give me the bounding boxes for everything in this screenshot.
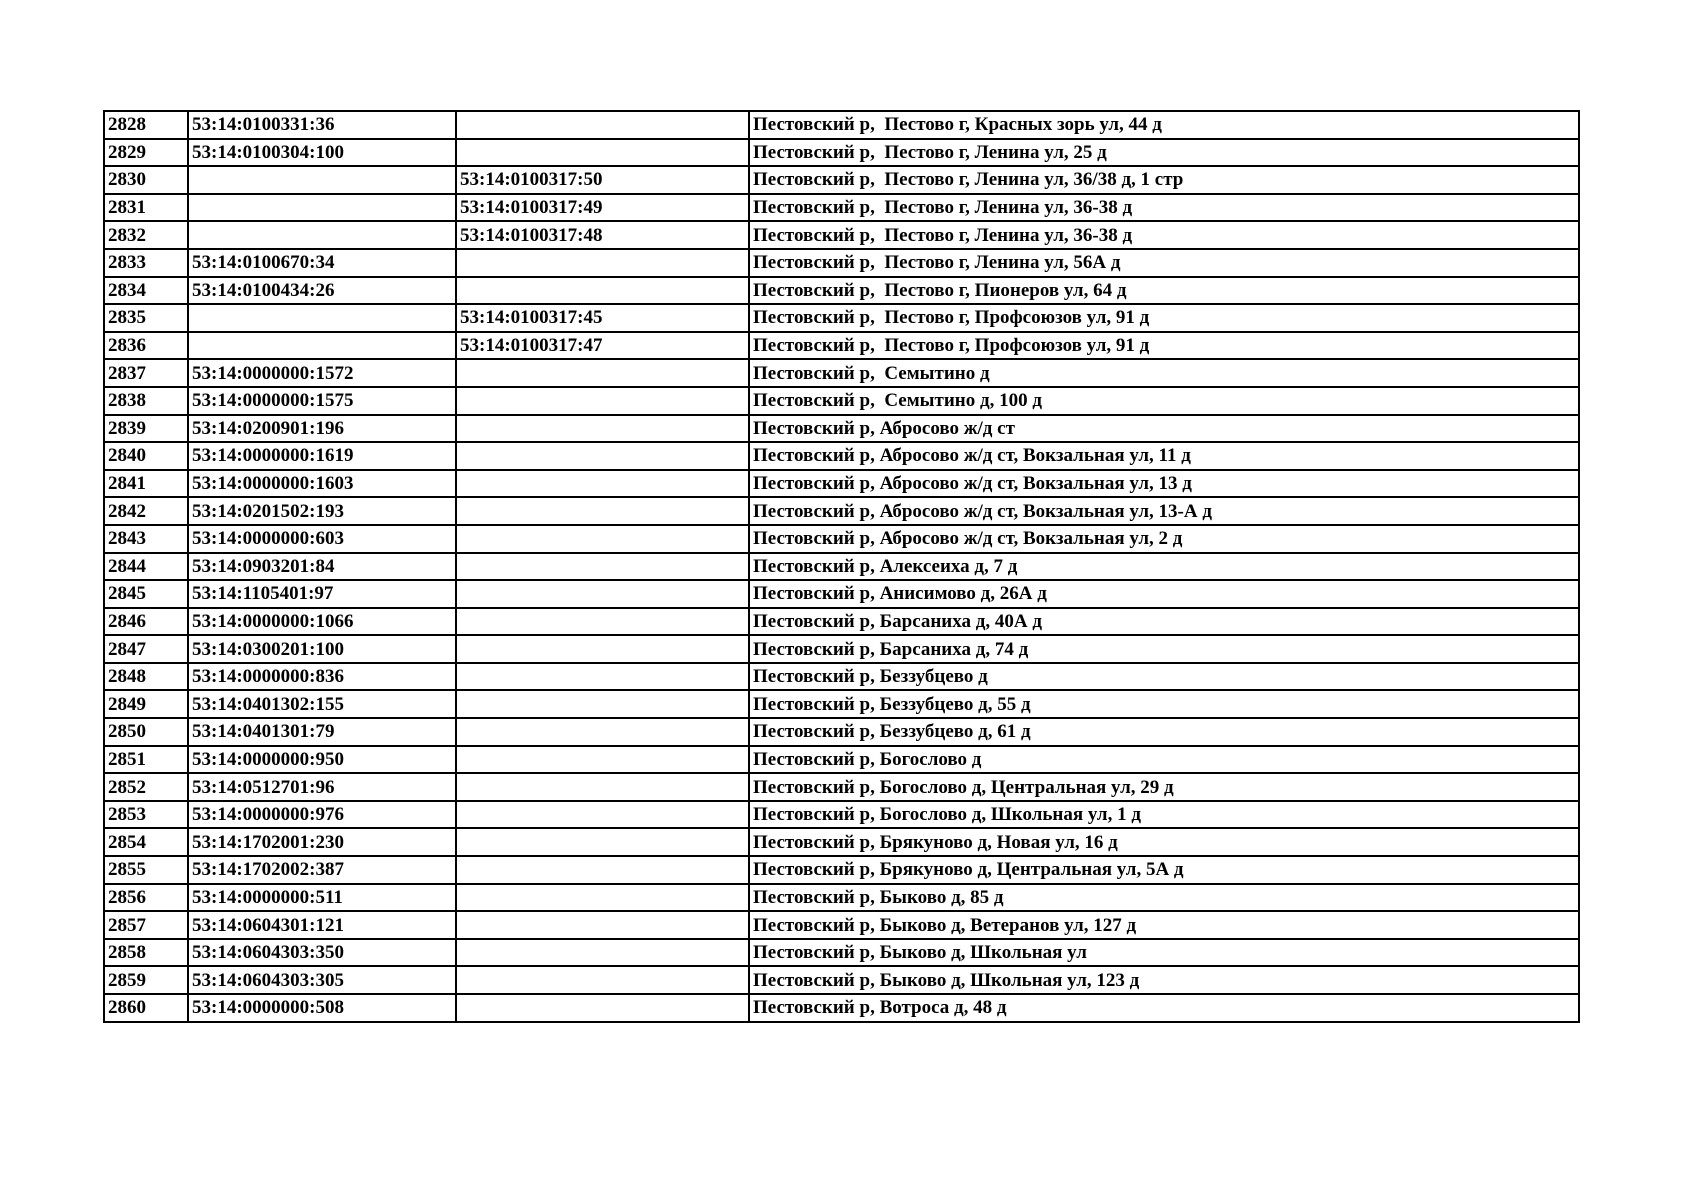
address-cell: Пестовский р, Пестово г, Пионеров ул, 64 д	[749, 277, 1579, 305]
address-cell: Пестовский р, Пестово г, Ленина ул, 36/38 д, 1 стр	[749, 166, 1579, 194]
cadastral-number-cell: 53:14:0512701:96	[188, 773, 456, 801]
cadastral-number-cell: 53:14:0000000:976	[188, 801, 456, 829]
building-cadastral-number-cell	[456, 994, 749, 1022]
table-row	[104, 277, 1579, 305]
building-cadastral-number-cell	[456, 773, 749, 801]
table-row	[104, 746, 1579, 774]
cadastral-number-cell: 53:14:0000000:603	[188, 525, 456, 553]
row-number-cell: 2851	[104, 746, 188, 774]
cadastral-number-cell: 53:14:0401302:155	[188, 690, 456, 718]
table-row	[104, 442, 1579, 470]
row-number-cell: 2844	[104, 553, 188, 581]
cadastral-number-cell: 53:14:0201502:193	[188, 497, 456, 525]
table-row	[104, 635, 1579, 663]
table-row	[104, 221, 1579, 249]
building-cadastral-number-cell	[456, 939, 749, 967]
building-cadastral-number-cell	[456, 553, 749, 581]
building-cadastral-number-cell	[456, 608, 749, 636]
address-cell: Пестовский р, Богослово д, Школьная ул, 1 д	[749, 801, 1579, 829]
table-row	[104, 884, 1579, 912]
table-row	[104, 194, 1579, 222]
row-number-cell: 2855	[104, 856, 188, 884]
row-number-cell: 2842	[104, 497, 188, 525]
table-row	[104, 166, 1579, 194]
cadastral-number-cell: 53:14:0000000:950	[188, 746, 456, 774]
building-cadastral-number-cell	[456, 470, 749, 498]
row-number-cell: 2850	[104, 718, 188, 746]
row-number-cell: 2858	[104, 939, 188, 967]
row-number-cell: 2832	[104, 221, 188, 249]
building-cadastral-number-cell	[456, 635, 749, 663]
cadastral-number-cell: 53:14:0401301:79	[188, 718, 456, 746]
building-cadastral-number-cell	[456, 249, 749, 277]
row-number-cell: 2835	[104, 304, 188, 332]
table-row	[104, 387, 1579, 415]
address-cell: Пестовский р, Брякуново д, Центральная ул, 5А д	[749, 856, 1579, 884]
building-cadastral-number-cell: 53:14:0100317:50	[456, 166, 749, 194]
row-number-cell: 2856	[104, 884, 188, 912]
registry-table	[103, 110, 1580, 1023]
address-cell: Пестовский р, Алексеиха д, 7 д	[749, 553, 1579, 581]
address-cell: Пестовский р, Быково д, Ветеранов ул, 127 д	[749, 911, 1579, 939]
cadastral-number-cell	[188, 332, 456, 360]
table-row	[104, 304, 1579, 332]
row-number-cell: 2837	[104, 359, 188, 387]
row-number-cell: 2841	[104, 470, 188, 498]
row-number-cell: 2857	[104, 911, 188, 939]
table-row	[104, 608, 1579, 636]
row-number-cell: 2833	[104, 249, 188, 277]
address-cell: Пестовский р, Анисимово д, 26А д	[749, 580, 1579, 608]
building-cadastral-number-cell	[456, 801, 749, 829]
cadastral-number-cell: 53:14:0604303:305	[188, 966, 456, 994]
building-cadastral-number-cell	[456, 111, 749, 139]
address-cell: Пестовский р, Брякуново д, Новая ул, 16 д	[749, 828, 1579, 856]
table-row	[104, 415, 1579, 443]
table-row	[104, 994, 1579, 1022]
row-number-cell: 2840	[104, 442, 188, 470]
building-cadastral-number-cell: 53:14:0100317:47	[456, 332, 749, 360]
row-number-cell: 2845	[104, 580, 188, 608]
table-row	[104, 718, 1579, 746]
row-number-cell: 2854	[104, 828, 188, 856]
address-cell: Пестовский р, Абросово ж/д ст, Вокзальная ул, 13 д	[749, 470, 1579, 498]
building-cadastral-number-cell	[456, 277, 749, 305]
cadastral-number-cell: 53:14:1105401:97	[188, 580, 456, 608]
table-row	[104, 911, 1579, 939]
row-number-cell: 2843	[104, 525, 188, 553]
building-cadastral-number-cell	[456, 690, 749, 718]
table-row	[104, 690, 1579, 718]
address-cell: Пестовский р, Абросово ж/д ст, Вокзальная ул, 2 д	[749, 525, 1579, 553]
row-number-cell: 2838	[104, 387, 188, 415]
table-row	[104, 553, 1579, 581]
address-cell: Пестовский р, Абросово ж/д ст, Вокзальная ул, 13-А д	[749, 497, 1579, 525]
building-cadastral-number-cell	[456, 139, 749, 167]
table-row	[104, 249, 1579, 277]
address-cell: Пестовский р, Пестово г, Профсоюзов ул, 91 д	[749, 304, 1579, 332]
address-cell: Пестовский р, Пестово г, Профсоюзов ул, 91 д	[749, 332, 1579, 360]
cadastral-number-cell	[188, 221, 456, 249]
table-row	[104, 828, 1579, 856]
table-row	[104, 580, 1579, 608]
address-cell: Пестовский р, Семытино д	[749, 359, 1579, 387]
row-number-cell: 2846	[104, 608, 188, 636]
table-row	[104, 359, 1579, 387]
table-row	[104, 139, 1579, 167]
address-cell: Пестовский р, Барсаниха д, 74 д	[749, 635, 1579, 663]
cadastral-number-cell: 53:14:0300201:100	[188, 635, 456, 663]
cadastral-number-cell: 53:14:0100434:26	[188, 277, 456, 305]
row-number-cell: 2852	[104, 773, 188, 801]
building-cadastral-number-cell	[456, 525, 749, 553]
building-cadastral-number-cell	[456, 856, 749, 884]
table-row	[104, 663, 1579, 691]
cadastral-number-cell: 53:14:0000000:1619	[188, 442, 456, 470]
address-cell: Пестовский р, Богослово д, Центральная ул, 29 д	[749, 773, 1579, 801]
building-cadastral-number-cell	[456, 497, 749, 525]
cadastral-number-cell: 53:14:0000000:1572	[188, 359, 456, 387]
row-number-cell: 2834	[104, 277, 188, 305]
cadastral-number-cell: 53:14:1702001:230	[188, 828, 456, 856]
building-cadastral-number-cell: 53:14:0100317:48	[456, 221, 749, 249]
building-cadastral-number-cell	[456, 415, 749, 443]
cadastral-number-cell: 53:14:0100670:34	[188, 249, 456, 277]
address-cell: Пестовский р, Пестово г, Ленина ул, 36-38 д	[749, 221, 1579, 249]
address-cell: Пестовский р, Быково д, 85 д	[749, 884, 1579, 912]
building-cadastral-number-cell	[456, 663, 749, 691]
row-number-cell: 2829	[104, 139, 188, 167]
building-cadastral-number-cell	[456, 442, 749, 470]
row-number-cell: 2859	[104, 966, 188, 994]
cadastral-number-cell: 53:14:0200901:196	[188, 415, 456, 443]
cadastral-number-cell: 53:14:0000000:1066	[188, 608, 456, 636]
address-cell: Пестовский р, Быково д, Школьная ул, 123 д	[749, 966, 1579, 994]
cadastral-number-cell: 53:14:0604303:350	[188, 939, 456, 967]
row-number-cell: 2848	[104, 663, 188, 691]
address-cell: Пестовский р, Быково д, Школьная ул	[749, 939, 1579, 967]
building-cadastral-number-cell: 53:14:0100317:45	[456, 304, 749, 332]
table-row	[104, 332, 1579, 360]
document-page	[103, 110, 1578, 1023]
table-row	[104, 497, 1579, 525]
registry-table-body	[104, 111, 1579, 1022]
cadastral-number-cell: 53:14:0000000:508	[188, 994, 456, 1022]
cadastral-number-cell: 53:14:0100331:36	[188, 111, 456, 139]
cadastral-number-cell: 53:14:0000000:511	[188, 884, 456, 912]
address-cell: Пестовский р, Пестово г, Ленина ул, 36-38 д	[749, 194, 1579, 222]
cadastral-number-cell: 53:14:1702002:387	[188, 856, 456, 884]
table-row	[104, 111, 1579, 139]
address-cell: Пестовский р, Пестово г, Красных зорь ул, 44 д	[749, 111, 1579, 139]
address-cell: Пестовский р, Барсаниха д, 40А д	[749, 608, 1579, 636]
address-cell: Пестовский р, Беззубцево д, 61 д	[749, 718, 1579, 746]
row-number-cell: 2849	[104, 690, 188, 718]
building-cadastral-number-cell	[456, 911, 749, 939]
building-cadastral-number-cell: 53:14:0100317:49	[456, 194, 749, 222]
table-row	[104, 939, 1579, 967]
building-cadastral-number-cell	[456, 580, 749, 608]
cadastral-number-cell: 53:14:0000000:836	[188, 663, 456, 691]
table-row	[104, 801, 1579, 829]
address-cell: Пестовский р, Абросово ж/д ст	[749, 415, 1579, 443]
cadastral-number-cell	[188, 194, 456, 222]
building-cadastral-number-cell	[456, 746, 749, 774]
row-number-cell: 2847	[104, 635, 188, 663]
cadastral-number-cell: 53:14:0000000:1603	[188, 470, 456, 498]
address-cell: Пестовский р, Пестово г, Ленина ул, 25 д	[749, 139, 1579, 167]
row-number-cell: 2853	[104, 801, 188, 829]
building-cadastral-number-cell	[456, 387, 749, 415]
cadastral-number-cell	[188, 304, 456, 332]
row-number-cell: 2830	[104, 166, 188, 194]
row-number-cell: 2828	[104, 111, 188, 139]
table-row	[104, 966, 1579, 994]
address-cell: Пестовский р, Беззубцево д	[749, 663, 1579, 691]
address-cell: Пестовский р, Пестово г, Ленина ул, 56А д	[749, 249, 1579, 277]
cadastral-number-cell: 53:14:0000000:1575	[188, 387, 456, 415]
row-number-cell: 2860	[104, 994, 188, 1022]
address-cell: Пестовский р, Семытино д, 100 д	[749, 387, 1579, 415]
address-cell: Пестовский р, Вотроса д, 48 д	[749, 994, 1579, 1022]
table-row	[104, 856, 1579, 884]
building-cadastral-number-cell	[456, 718, 749, 746]
address-cell: Пестовский р, Богослово д	[749, 746, 1579, 774]
building-cadastral-number-cell	[456, 828, 749, 856]
table-row	[104, 525, 1579, 553]
table-row	[104, 773, 1579, 801]
row-number-cell: 2831	[104, 194, 188, 222]
address-cell: Пестовский р, Беззубцево д, 55 д	[749, 690, 1579, 718]
row-number-cell: 2839	[104, 415, 188, 443]
building-cadastral-number-cell	[456, 884, 749, 912]
cadastral-number-cell: 53:14:0903201:84	[188, 553, 456, 581]
cadastral-number-cell	[188, 166, 456, 194]
cadastral-number-cell: 53:14:0604301:121	[188, 911, 456, 939]
row-number-cell: 2836	[104, 332, 188, 360]
address-cell: Пестовский р, Абросово ж/д ст, Вокзальная ул, 11 д	[749, 442, 1579, 470]
table-row	[104, 470, 1579, 498]
building-cadastral-number-cell	[456, 359, 749, 387]
building-cadastral-number-cell	[456, 966, 749, 994]
cadastral-number-cell: 53:14:0100304:100	[188, 139, 456, 167]
